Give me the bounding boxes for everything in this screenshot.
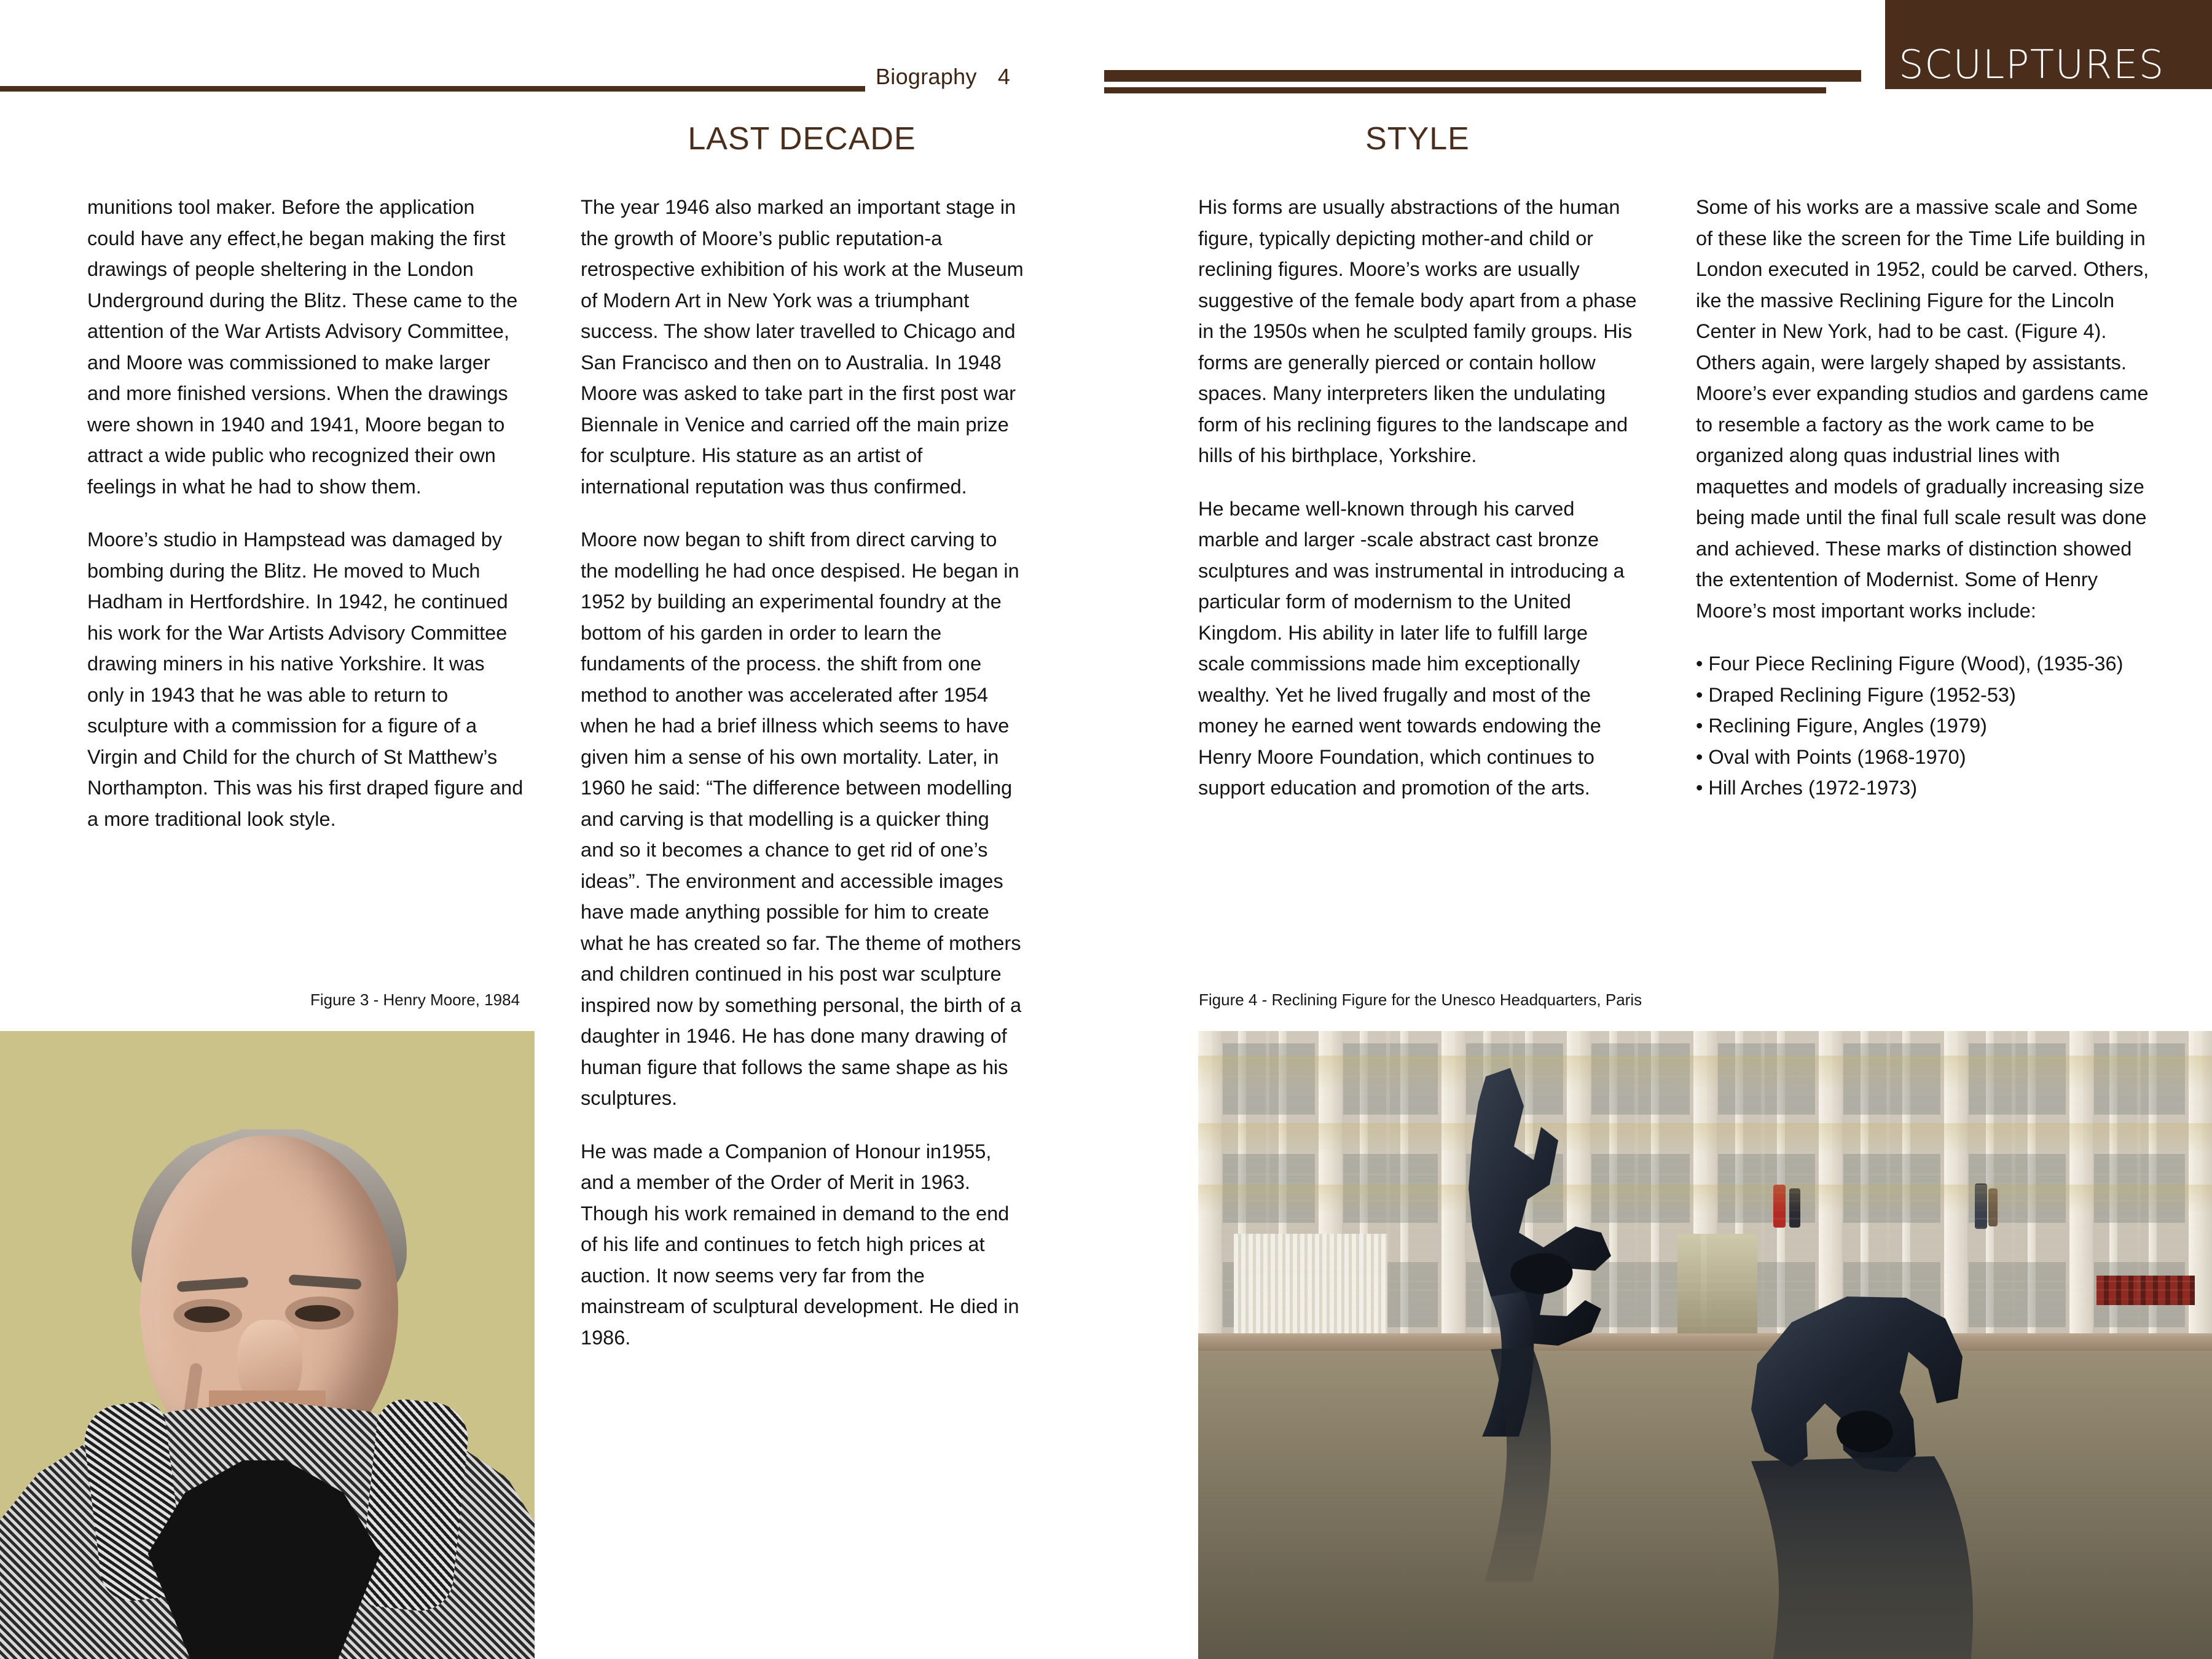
text-column-4 (1696, 192, 2151, 804)
page-header (0, 0, 2212, 123)
facade-louvre-panel (1234, 1234, 1387, 1335)
running-head-block (876, 64, 1072, 90)
text-column-1 (87, 192, 527, 834)
paragraph: munitions tool maker. Before the application could have any effect,he began making the first drawings of people sheltering in the London Underground during the Blitz. These came to the attention of the War Artists Advisory Committee, and Moore was commissioned to make larger and more finished versions. When the drawings were shown in 1940 and 1941, Moore began to attract a wide public who recognized their own feelings in what he had to show them. (87, 196, 518, 498)
sculpture-left (1382, 1068, 1727, 1659)
paragraph: His forms are usually abstractions of the human figure, typically depicting mother-and child or reclining figures. Moore’s works are usually suggestive of the female body apart from a phase in the 1950s when he sculpted family groups. His forms are generally pierced or contain hollow spaces. Many interpreters liken the undulating form of his reclining figures to the landscape and hills of his birthplace, Yorkshire. (1198, 196, 1637, 466)
water-ripple (1198, 1049, 2212, 1051)
section-tab-sculptures[interactable] (1885, 0, 2212, 89)
paragraph: He was made a Companion of Honour in1955, and a member of the Order of Merit in 1963. Though his work remained in demand to the end of his life and continues to fetch high prices at auction. It now seems very far from the mainstream of sculptural development. He died in 1986. (581, 1140, 1019, 1349)
header-rule-thin (1104, 87, 1826, 93)
running-head-label: Biography (876, 64, 977, 89)
section-heading-last-decade: LAST DECADE (688, 121, 916, 157)
paragraph: He became well-known through his carved marble and larger -scale abstract cast bronze sculptures and was instrumental in introducing a particular form of modernism to the United Kingdom. His ability in later life to fulfill large scale commissions made him exceptionally wealthy. Yet he lived frugally and most of the money he earned went towards endowing the Henry Moore Foundation, which continues to support education and promotion of the arts. (1198, 497, 1625, 799)
paragraph: Moore now began to shift from direct carving to the modelling he had once despised. He began in 1952 by building an experimental foundry at the bottom of his garden in order to learn the fundaments of the process. the shift from one method to another was accelerated after 1954 when he had a brief illness which seems to have given him a sense of his own mortality. Later, in 1960 he said: “The difference between modelling and carving is that modelling is a quicker thing and so it becomes a chance to get rid of one’s ideas”. The environment and accessible images have made anything possible for him to create what he has created so far. The theme of mothers and children continued in his post war sculpture inspired now by something personal, the birth of a daughter in 1946. He has done many drawing of human figure that follows the same shape as his sculptures. (581, 528, 1022, 1109)
sculpture-right (1733, 1277, 2052, 1659)
text-column-3 (1198, 192, 1637, 804)
section-tab-label: SCULPTURES (1899, 42, 2165, 88)
list-item: • Reclining Figure, Angles (1979) (1696, 715, 1987, 737)
text-column-2 (581, 192, 1026, 1353)
section-heading-style: STYLE (1365, 121, 1470, 157)
portrait-eye-right (295, 1305, 340, 1322)
list-item: • Oval with Points (1968-1970) (1696, 745, 1966, 768)
figure-4-caption: Figure 4 - Reclining Figure for the Unesco Headquarters, Paris (1199, 990, 1642, 1009)
header-rule-left (0, 86, 865, 92)
header-rule-thick (1104, 70, 1861, 82)
figure-4-unesco-reclining-figure (1198, 1031, 2212, 1659)
paragraph: The year 1946 also marked an important stage in the growth of Moore’s public reputation-a retrospective exhibition of his work at the Museum of Modern Art in New York was a triumphant success. The show later travelled to Chicago and San Francisco and then on to Australia. In 1948 Moore was asked to take part in the first post war Biennale in Venice and carried off the main prize for sculpture. His stature as an artist of international reputation was thus confirmed. (581, 196, 1024, 498)
figure-3-portrait-henry-moore (0, 1031, 535, 1659)
paragraph: Some of his works are a massive scale and Some of these like the screen for the Time Life building in London executed in 1952, could be carved. Others, ike the massive Reclining Figure for the Lincoln Center in New York, had to be cast. (Figure 4). Others again, were largely shaped by assistants. Moore’s ever expanding studios and gardens came to resemble a factory as the work came to be organized along quas industrial lines with maquettes and models of gradually increasing size being made until the final full scale result was done and achieved. These marks of distinction showed the extentention of Modernist. Some of Henry Moore’s most important works include: (1696, 196, 2149, 622)
list-item: • Hill Arches (1972-1973) (1696, 777, 1918, 799)
list-item: • Draped Reclining Figure (1952-53) (1696, 683, 2016, 706)
list-item: • Four Piece Reclining Figure (Wood), (1935-36) (1696, 653, 2124, 675)
portrait-eye-left (184, 1306, 230, 1323)
paragraph: Moore’s studio in Hampstead was damaged by bombing during the Blitz. He moved to Much Hadham in Hertfordshire. In 1942, he continued his work for the War Artists Advisory Committee drawing miners in his native Yorkshire. It was only in 1943 that he was able to return to sculpture with a commission for a figure of a Virgin and Child for the church of St Matthew’s Northampton. This was his first draped figure and a more traditional look style. (87, 528, 524, 830)
page-number: 4 (997, 64, 1011, 89)
figure-3-caption: Figure 3 - Henry Moore, 1984 (310, 990, 520, 1009)
notable-works-list (1696, 648, 2151, 804)
water-ripple (1198, 1040, 2212, 1041)
